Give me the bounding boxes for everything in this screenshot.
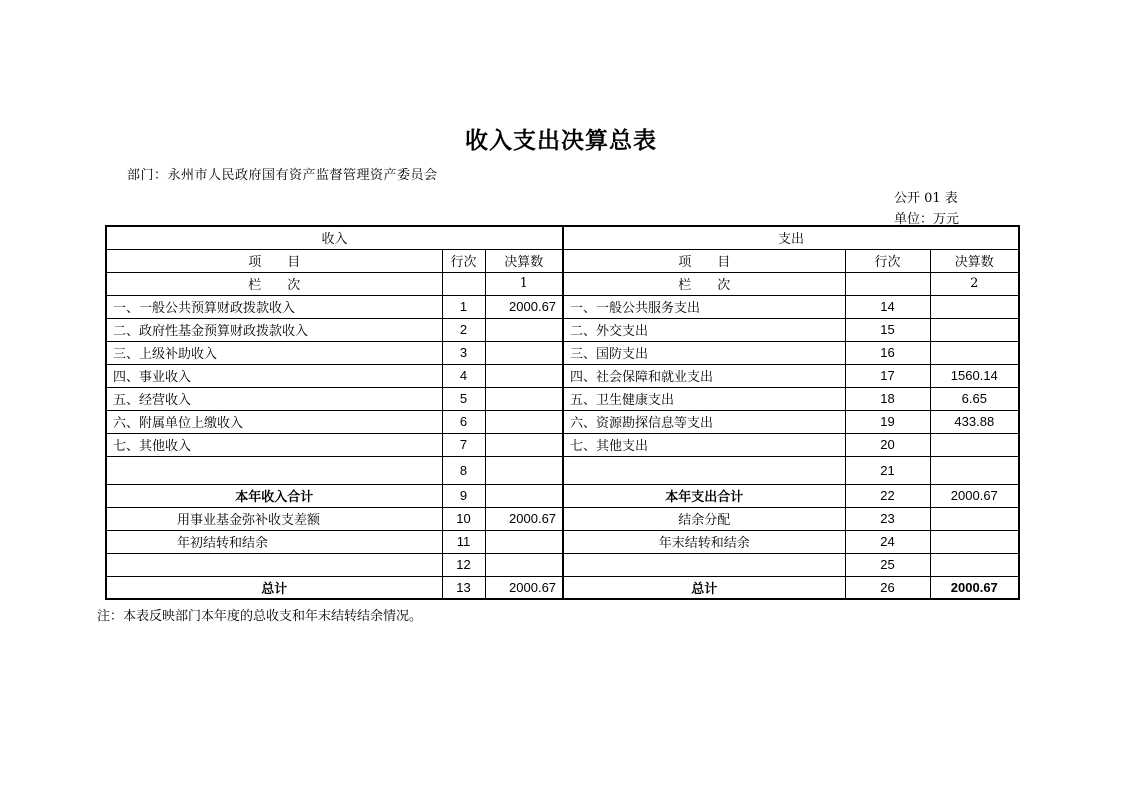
income-item — [106, 456, 442, 484]
income-row-no: 2 — [442, 318, 485, 341]
column-header-row — [106, 249, 1019, 272]
expense-item: 年末结转和结余 — [563, 530, 845, 553]
table-row — [106, 456, 1019, 484]
table-row — [106, 318, 1019, 341]
income-item: 五、经营收入 — [106, 387, 442, 410]
expense-row-no: 18 — [845, 387, 930, 410]
expense-subtotal-row-no: 22 — [845, 484, 930, 507]
expense-amount: 1560.14 — [930, 364, 1019, 387]
expense-section-header: 支出 — [563, 226, 1019, 249]
income-item: 用事业基金弥补收支差额 — [106, 507, 442, 530]
income-total-row-no: 13 — [442, 576, 485, 599]
expense-amount — [930, 553, 1019, 576]
form-number: 公开 01 表 — [894, 191, 958, 206]
income-row-no: 10 — [442, 507, 485, 530]
expense-amount — [930, 318, 1019, 341]
income-item-header: 项 目 — [106, 249, 442, 272]
income-amount — [485, 456, 563, 484]
subtotal-row — [106, 484, 1019, 507]
expense-amount — [930, 456, 1019, 484]
expense-subtotal-amount: 2000.67 — [930, 484, 1019, 507]
expense-item: 结余分配 — [563, 507, 845, 530]
income-row-no: 1 — [442, 295, 485, 318]
unit-label: 单位：万元 — [894, 212, 960, 227]
expense-amount — [930, 433, 1019, 456]
income-row-no: 4 — [442, 364, 485, 387]
expense-subtotal-label: 本年支出合计 — [563, 484, 845, 507]
income-amount: 2000.67 — [485, 507, 563, 530]
income-amount: 2000.67 — [485, 295, 563, 318]
expense-row-no: 15 — [845, 318, 930, 341]
income-amount — [485, 530, 563, 553]
income-column-blank — [442, 272, 485, 295]
income-subtotal-row-no: 9 — [442, 484, 485, 507]
expense-item: 六、资源勘探信息等支出 — [563, 410, 845, 433]
table-row — [106, 364, 1019, 387]
section-header-row — [106, 226, 1019, 249]
expense-item — [563, 553, 845, 576]
expense-row-no: 19 — [845, 410, 930, 433]
footnote: 注：本表反映部门本年度的总收支和年末结转结余情况。 — [97, 609, 423, 624]
income-amount — [485, 318, 563, 341]
total-row — [106, 576, 1019, 599]
income-column-label: 栏 次 — [106, 272, 442, 295]
income-amount-header: 决算数 — [485, 249, 563, 272]
expense-item: 一、一般公共服务支出 — [563, 295, 845, 318]
expense-total-row-no: 26 — [845, 576, 930, 599]
income-subtotal-amount — [485, 484, 563, 507]
expense-amount — [930, 507, 1019, 530]
income-amount — [485, 433, 563, 456]
expense-row-no: 25 — [845, 553, 930, 576]
table-row — [106, 387, 1019, 410]
expense-amount — [930, 530, 1019, 553]
income-item: 七、其他收入 — [106, 433, 442, 456]
expense-column-number: 2 — [930, 272, 1019, 295]
income-item: 三、上级补助收入 — [106, 341, 442, 364]
expense-row-no: 23 — [845, 507, 930, 530]
income-total-amount: 2000.67 — [485, 576, 563, 599]
income-section-header: 收入 — [106, 226, 563, 249]
expense-amount-header: 决算数 — [930, 249, 1019, 272]
column-number-row — [106, 272, 1019, 295]
expense-amount: 6.65 — [930, 387, 1019, 410]
expense-column-label: 栏 次 — [563, 272, 845, 295]
expense-total-label: 总计 — [563, 576, 845, 599]
table-row — [106, 295, 1019, 318]
department-label: 部门：永州市人民政府国有资产监督管理资产委员会 — [127, 168, 438, 183]
income-row-no-header: 行次 — [442, 249, 485, 272]
expense-row-no: 24 — [845, 530, 930, 553]
expense-row-no: 16 — [845, 341, 930, 364]
income-item: 二、政府性基金预算财政拨款收入 — [106, 318, 442, 341]
expense-row-no: 20 — [845, 433, 930, 456]
income-amount — [485, 387, 563, 410]
income-subtotal-label: 本年收入合计 — [106, 484, 442, 507]
expense-item: 五、卫生健康支出 — [563, 387, 845, 410]
income-amount — [485, 410, 563, 433]
expense-item: 二、外交支出 — [563, 318, 845, 341]
table-row — [106, 507, 1019, 530]
income-expense-table — [105, 225, 1020, 600]
income-row-no: 12 — [442, 553, 485, 576]
expense-total-amount: 2000.67 — [930, 576, 1019, 599]
income-column-number: 1 — [485, 272, 563, 295]
table-row — [106, 341, 1019, 364]
income-row-no: 5 — [442, 387, 485, 410]
income-item: 四、事业收入 — [106, 364, 442, 387]
income-item — [106, 553, 442, 576]
income-row-no: 3 — [442, 341, 485, 364]
table-row — [106, 433, 1019, 456]
expense-amount: 433.88 — [930, 410, 1019, 433]
expense-row-no: 17 — [845, 364, 930, 387]
income-row-no: 8 — [442, 456, 485, 484]
report-title: 收入支出决算总表 — [465, 128, 657, 154]
expense-item: 七、其他支出 — [563, 433, 845, 456]
income-row-no: 11 — [442, 530, 485, 553]
expense-row-no: 21 — [845, 456, 930, 484]
income-row-no: 6 — [442, 410, 485, 433]
expense-column-blank — [845, 272, 930, 295]
expense-row-no: 14 — [845, 295, 930, 318]
expense-item-header: 项 目 — [563, 249, 845, 272]
income-item: 一、一般公共预算财政拨款收入 — [106, 295, 442, 318]
income-total-label: 总计 — [106, 576, 442, 599]
income-amount — [485, 364, 563, 387]
expense-row-no-header: 行次 — [845, 249, 930, 272]
expense-amount — [930, 295, 1019, 318]
expense-item: 三、国防支出 — [563, 341, 845, 364]
table-row — [106, 530, 1019, 553]
expense-item: 四、社会保障和就业支出 — [563, 364, 845, 387]
income-amount — [485, 341, 563, 364]
income-row-no: 7 — [442, 433, 485, 456]
income-item: 六、附属单位上缴收入 — [106, 410, 442, 433]
table-row — [106, 410, 1019, 433]
expense-amount — [930, 341, 1019, 364]
table-row — [106, 553, 1019, 576]
income-amount — [485, 553, 563, 576]
income-item: 年初结转和结余 — [106, 530, 442, 553]
expense-item — [563, 456, 845, 484]
